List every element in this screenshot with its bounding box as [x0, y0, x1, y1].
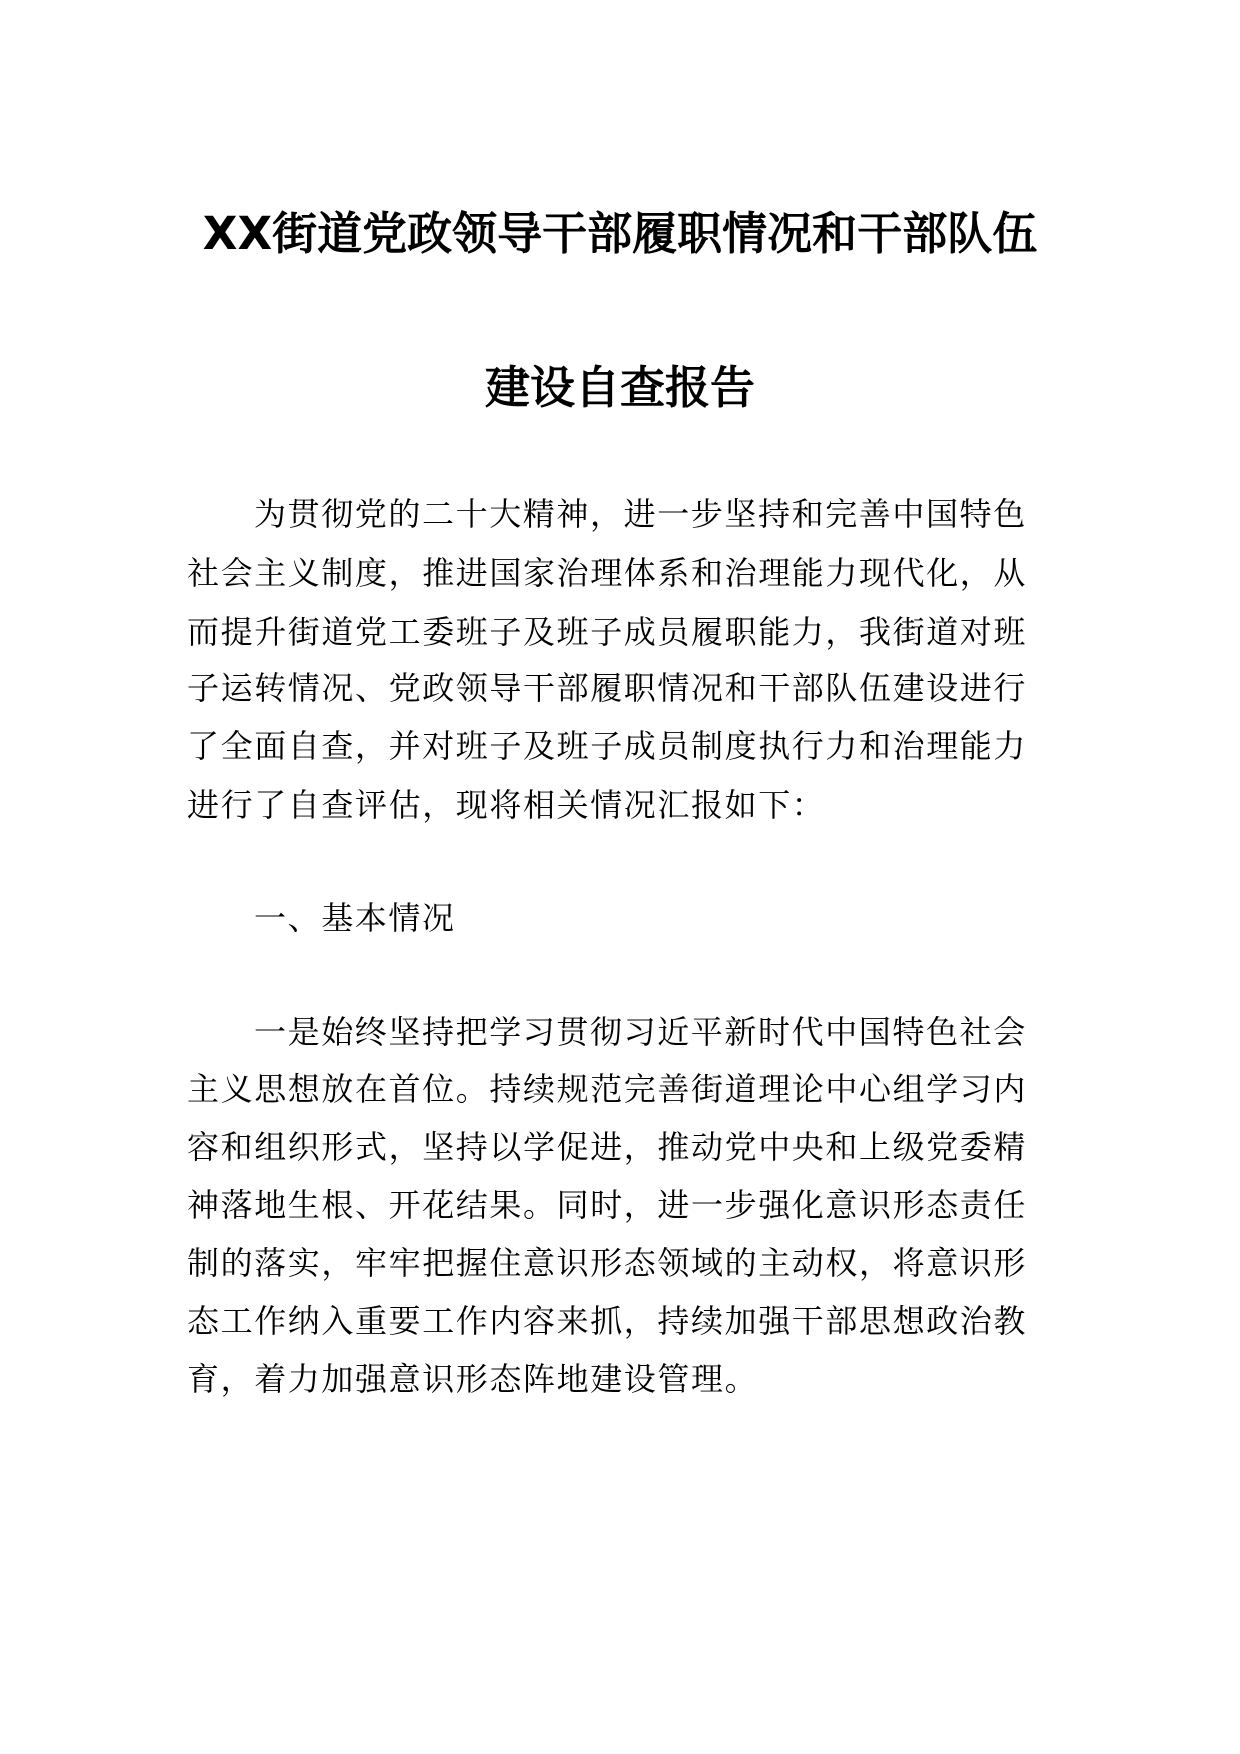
paragraph-line: 进行了自查评估，现将相关情况汇报如下： — [187, 786, 826, 824]
paragraph-line: 育，着力加强意识形态阵地建设管理。 — [187, 1360, 759, 1398]
document-title-line-2: 建设自查报告 — [484, 361, 755, 414]
paragraph-line: 容和组织形式，坚持以学促进，推动党中央和上级党委精 — [187, 1128, 1028, 1166]
paragraph-line: 社会主义制度，推进国家治理体系和治理能力现代化，从 — [187, 554, 1028, 592]
paragraph-line: 了全面自查，并对班子及班子成员制度执行力和治理能力 — [187, 727, 1028, 765]
paragraph-line: 子运转情况、党政领导干部履职情况和干部队伍建设进行 — [187, 669, 1028, 707]
section-heading: 一、基本情况 — [254, 899, 456, 937]
paragraph-line: 神落地生根、开花结果。同时，进一步强化意识形态责任 — [187, 1186, 1028, 1224]
paragraph-line: 而提升街道党工委班子及班子成员履职能力，我街道对班 — [187, 613, 1028, 651]
paragraph-line: 为贯彻党的二十大精神，进一步坚持和完善中国特色 — [254, 495, 1027, 533]
paragraph-line: 一是始终坚持把学习贯彻习近平新时代中国特色社会 — [254, 1013, 1027, 1051]
paragraph-line: 制的落实，牢牢把握住意识形态领域的主动权，将意识形 — [187, 1244, 1028, 1282]
document-title-line-1: XX街道党政领导干部履职情况和干部队伍 — [202, 207, 1038, 260]
paragraph-line: 态工作纳入重要工作内容来抓，持续加强干部思想政治教 — [187, 1302, 1028, 1340]
paragraph-line: 主义思想放在首位。持续规范完善街道理论中心组学习内 — [187, 1070, 1028, 1108]
